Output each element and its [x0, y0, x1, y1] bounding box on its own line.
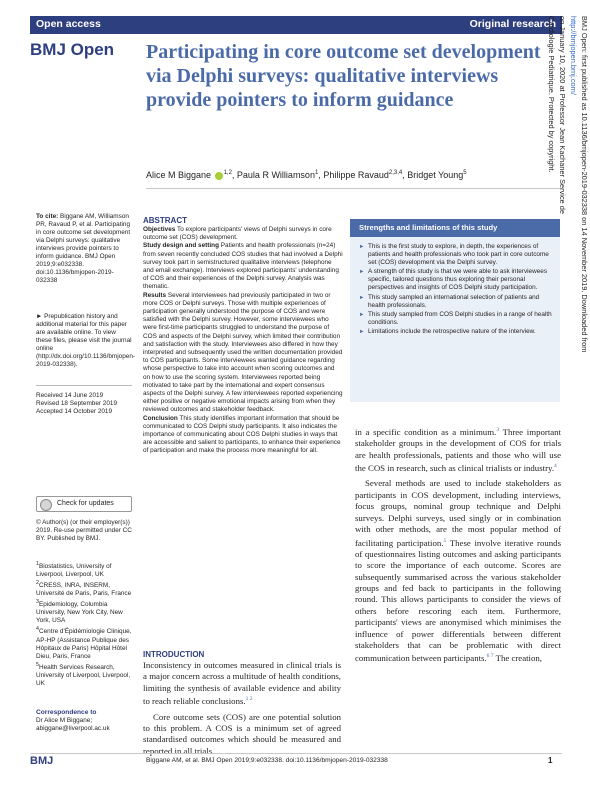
author-name[interactable]: Paula R Williamson [236, 170, 315, 180]
affiliation-item: $^3$Epidemiology, Columbia University, New York City, New York, USA [36, 599, 123, 625]
accepted-date: Accepted 14 October 2019 [36, 408, 113, 415]
footer-divider [30, 753, 562, 754]
footer-citation: Biggane AM, et al. BMJ Open 2019;9:e032338. doi:10.1136/bmjopen-2019-032338 [146, 757, 388, 764]
affiliations-list [36, 560, 132, 688]
citation-block [36, 213, 132, 285]
strengths-list [359, 243, 555, 337]
header-divider [146, 188, 562, 189]
body-column-left: Inconsistency in outcomes measured in clinical trials is a major concern across a multitude of health conditions, limiting the synthesis of available evidence and ability to reach reliable conclusions.$^{1 2}$ Core outcome sets (COS) are one potential solution to this problem. A COS is a minimum set of agreed standardised outcomes which should be measured and reported in all trials [143, 660, 341, 756]
top-bar [30, 16, 562, 34]
footer-logo: BMJ [30, 755, 54, 767]
prepub-note[interactable]: ► Prepublication history and additional material for this paper are available online. To view these files, please visit the journal online (http://dx.doi.org/10.1136/bmjopen-2019-032338). [36, 313, 135, 368]
cite-text: Biggane AM, Williamson PR, Ravaud P, et al. Participating in core outcome set development via Delphi surveys: qualitative interviews provide pointers to inform guidance. BMJ Open 2019;9:e032338. doi:10.1136/bmjopen-2019-032338 [36, 213, 131, 284]
sidebar-divider [36, 385, 132, 386]
body-column-right: in a specific condition as a minimum.$^3$ Three important stakeholder groups in the development of COS for trials are health professionals, patients and those who will use the COS in research, such as clinical trialists or industry.$^4$ Several methods are used to include stakeholders as participants in COS development, including interviews, focus groups, nominal group technique and Delphi surveys. Delphi surveys, used singly or in combination with other methods, are the most popular method of facilitating participation.$^5$ These involve iterative rounds of questionnaires listing outcomes and asking participants to score the importance of each outcome. Scores are subsequently summarised across the various stakeholder groups and fed back to participants in the following round. This allows participants to consider the views of others before rescoring each item. Furthermore, participants' views are anonymised which minimises the influence of power differentials between different stakeholders that can be problematic with direct communication between participants.$^{6 7}$ The creation, [355, 426, 562, 664]
affiliation-item: $^1$Biostatistics, University of Liverpool, Liverpool, UK [36, 561, 112, 579]
abstract-body: Objectives To explore participants' views of Delphi surveys in core outcome set (COS) development. Study design and setting Patients and health professionals (n=24) from seven recently concluded COS studies that had involved a Delphi survey took part in semistructured qualitative interviews (telephone and email exchange). Interviews explored participants' understanding of COS and their experiences of the Delphi survey. Analysis was thematic. Results Several interviewees had previously participated in two or more COS or Delphi surveys. Those with multiple experiences of participation generally understood the purpose of COS and were satisfied with the Delphi survey. However, some interviewees who were first-time participants struggled to understand the purpose of COS and aspects of the Delphi survey, which limited their contribution and satisfaction with the study. Interviewees also differed in how they interpreted and subsequently used the written documentation provided to COS participants. Some interviewees wanted guidance regarding whose perspective to take into account when scoring outcomes and on how to use the scoring system. Interviewees reported being motivated to take part by the international and expert consensus aspects of the Delphi survey. A few interviewees reported experiencing either positive or negative emotional impacts arising from when they reviewed outcomes and stakeholder feedback. Conclusion This study identifies important information that should be communicated to COS Delphi study participants. It also indicates the importance of communicating about COS Delphi studies in ways that are accessible and salient to participants, to enhance their experience of participation and make the process more meaningful for all. [143, 226, 343, 455]
received-date: Received 14 June 2019 [36, 392, 104, 399]
dates-block [36, 392, 132, 416]
copyright-text: © Author(s) (or their employer(s)) 2019. Re-use permitted under CC BY. Published by BMJ. [36, 519, 132, 542]
journal-logo[interactable]: BMJ Open [30, 40, 115, 59]
strengths-box [350, 219, 560, 402]
strengths-item: ► This study sampled from COS Delphi studies in a range of health conditions. [359, 311, 555, 327]
abstract-conclusion: This study identifies important information that should be communicated to COS Delphi study participants. It also indicates the importance of communicating about COS Delphi studies in ways that are accessible and salient to participants, to enhance their experience of participation and make the process more meaningful for all. [143, 414, 341, 455]
affiliation-item: $^5$Health Services Research, University of Liverpool, Liverpool, UK [36, 661, 131, 687]
orcid-icon[interactable] [215, 172, 223, 180]
author-name[interactable]: Philippe Ravaud [323, 170, 389, 180]
abstract-results: Several interviewees had previously participated in two or more COS or Delphi surveys. Those with multiple experiences of participation generally understood the purpose of COS and were satisfied with the Delphi survey. However, some interviewees who were first-time participants struggled to understand the purpose of COS and aspects of the Delphi survey, which limited their contribution and satisfaction with the study. Interviewees also differed in how they interpreted and subsequently used the written documentation provided to COS participants. Some interviewees wanted guidance regarding whose perspective to take into account when scoring outcomes and on how to use the scoring system. Interviewees reported being motivated to take part by the international and expert consensus aspects of the Delphi survey. A few interviewees reported experiencing either positive or negative emotional impacts arising from when they reviewed outcomes and stakeholder feedback. [143, 291, 343, 414]
article-type-label: Original research [469, 18, 556, 30]
introduction-heading: INTRODUCTION [143, 650, 205, 659]
check-for-updates-button[interactable] [36, 496, 132, 512]
check-updates-icon [40, 499, 52, 511]
article-title: Participating in core outcome set development via Delphi surveys: qualitative interviews provide pointers to inform guidance [146, 41, 541, 111]
cite-label: To cite: [36, 213, 59, 220]
strengths-heading: Strengths and limitations of this study [359, 223, 498, 232]
strengths-item: ► Limitations include the retrospective nature of the interview. [359, 328, 555, 336]
correspondence-text[interactable]: Dr Alice M Biggane; abiggane@liverpool.ac.uk [36, 717, 110, 732]
strengths-item: ► A strength of this study is that we were able to ask interviewees specific, tailored questions thus exploring their personal perspectives and insights of COS Delphi study participation. [359, 268, 555, 292]
download-margin-note: BMJ Open: first published as 10.1136/bmjopen-2019-032338 on 14 November 2019. Downloaded from http://bmjopen.bmj.com/ on January 10, 2020 at Professor Jean Kachaner Service de Cardiologie Pediatrique. Protected by copyright. [546, 16, 590, 806]
correspondence-label: Correspondence to [36, 709, 97, 716]
page-number: 1 [548, 756, 553, 765]
affiliation-item: $^2$CRESS, INRA, INSERM, Université de Paris, Paris, France [36, 580, 132, 598]
abstract-objectives: To explore participants' views of Delphi surveys in core outcome set (COS) development. [143, 226, 332, 242]
revised-date: Revised 18 September 2019 [36, 400, 118, 407]
open-access-label: Open access [36, 18, 101, 30]
journal-link[interactable]: http://bmjopen.bmj.com/ [569, 16, 578, 95]
strengths-item: ► This study sampled an international selection of patients and health professionals. [359, 294, 555, 310]
strengths-heading-bar [350, 219, 560, 237]
author-list: Alice M Biggane $^{1,2}$, Paula R Williamson$^1$, Philippe Ravaud$^{2,3,4}$, Bridget Young$^5$ [146, 170, 467, 180]
affiliation-item: $^4$Centre d'Épidémiologie Clinique, AP-HP (Assistance Publique des Hôpitaux de Paris) Hôpital Hôtel Dieu, Paris, France [36, 626, 132, 660]
author-name[interactable]: Alice M Biggane [146, 170, 212, 180]
strengths-item: ► This is the first study to explore, in depth, the experiences of patients and health professionals who took part in core outcome set (COS) development via the Delphi survey. [359, 243, 555, 267]
correspondence-block [36, 709, 132, 733]
abstract-heading: ABSTRACT [143, 216, 187, 225]
check-updates-label: Check for updates [57, 500, 114, 507]
author-name[interactable]: Bridget Young [407, 170, 464, 180]
abstract-design: Patients and health professionals (n=24) from seven recently concluded COS studies that had involved a Delphi survey took part in semistructured qualitative interviews (telephone and email exchange). Interviews explored participants' understanding of COS and their experiences of the Delphi survey. Analysis was thematic. [143, 242, 343, 291]
